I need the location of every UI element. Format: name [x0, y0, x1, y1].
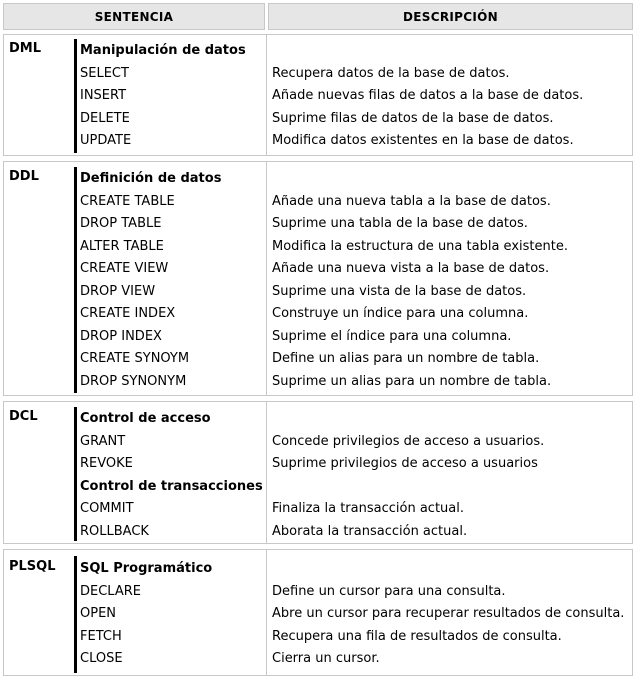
statement-name: OPEN [80, 606, 117, 621]
group-bar [74, 407, 77, 541]
statement-name: CREATE TABLE [80, 194, 175, 209]
statement-description: Define un cursor para una consulta. [272, 584, 506, 599]
statement-name: CLOSE [80, 651, 123, 666]
statement-description: Añade una nueva vista a la base de datos. [272, 261, 550, 276]
statement-description: Cierra un cursor. [272, 651, 380, 666]
section-ddl [3, 161, 633, 396]
statement-name: DECLARE [80, 584, 141, 599]
statement-description: Define un alias para un nombre de tabla. [272, 351, 540, 366]
statement-name: DROP VIEW [80, 284, 156, 299]
column-divider [266, 550, 267, 675]
statement-description: Concede privilegios de acceso a usuarios. [272, 434, 545, 449]
statement-description: Suprime el índice para una columna. [272, 329, 512, 344]
statement-description: Añade nuevas filas de datos a la base de datos. [272, 88, 584, 103]
statement-description: Abre un cursor para recuperar resultados de consulta. [272, 606, 625, 621]
statement-group-title: SQL Programático [80, 561, 213, 576]
statement-description: Construye un índice para una columna. [272, 306, 529, 321]
statement-name: GRANT [80, 434, 126, 449]
group-bar [74, 556, 77, 673]
statement-name: CREATE VIEW [80, 261, 169, 276]
statement-name: FETCH [80, 629, 122, 644]
statement-description: Suprime una tabla de la base de datos. [272, 216, 528, 231]
statement-name: INSERT [80, 88, 127, 103]
statement-group-title: Control de transacciones [80, 479, 263, 494]
statement-description: Suprime filas de datos de la base de datos. [272, 111, 554, 126]
statement-name: DROP SYNONYM [80, 374, 187, 389]
section-dcl [3, 401, 633, 544]
statement-group-title: Control de acceso [80, 411, 211, 426]
section-code: DDL [9, 169, 39, 184]
statement-description: Aborata la transacción actual. [272, 524, 468, 539]
statement-name: ROLLBACK [80, 524, 149, 539]
section-code: DML [9, 41, 42, 56]
statement-description: Recupera una fila de resultados de consulta. [272, 629, 562, 644]
statement-name: UPDATE [80, 133, 132, 148]
section-code: DCL [9, 409, 38, 424]
statement-name: ALTER TABLE [80, 239, 164, 254]
statement-name: REVOKE [80, 456, 133, 471]
statement-name: COMMIT [80, 501, 134, 516]
statement-description: Suprime privilegios de acceso a usuarios [272, 456, 538, 471]
statement-name: CREATE INDEX [80, 306, 176, 321]
statement-group-title: Manipulación de datos [80, 43, 246, 58]
column-divider [266, 35, 267, 155]
statement-name: DROP TABLE [80, 216, 162, 231]
statement-description: Finaliza la transacción actual. [272, 501, 464, 516]
statement-name: DROP INDEX [80, 329, 162, 344]
section-dml [3, 34, 633, 156]
statement-description: Recupera datos de la base de datos. [272, 66, 510, 81]
group-bar [74, 167, 77, 393]
statement-description: Modifica la estructura de una tabla existente. [272, 239, 568, 254]
header-descripcion: DESCRIPCIÓN [268, 3, 633, 30]
section-plsql [3, 549, 633, 676]
statement-name: DELETE [80, 111, 130, 126]
statement-description: Suprime un alias para un nombre de tabla. [272, 374, 552, 389]
header-sentencia: SENTENCIA [3, 3, 265, 30]
statement-name: CREATE SYNOYM [80, 351, 190, 366]
statement-description: Añade una nueva tabla a la base de datos. [272, 194, 551, 209]
statement-description: Modifica datos existentes en la base de datos. [272, 133, 574, 148]
section-code: PLSQL [9, 559, 56, 574]
group-bar [74, 39, 77, 153]
statement-description: Suprime una vista de la base de datos. [272, 284, 527, 299]
statement-group-title: Definición de datos [80, 171, 222, 186]
column-divider [266, 162, 267, 395]
statement-name: SELECT [80, 66, 129, 81]
column-divider [266, 402, 267, 543]
